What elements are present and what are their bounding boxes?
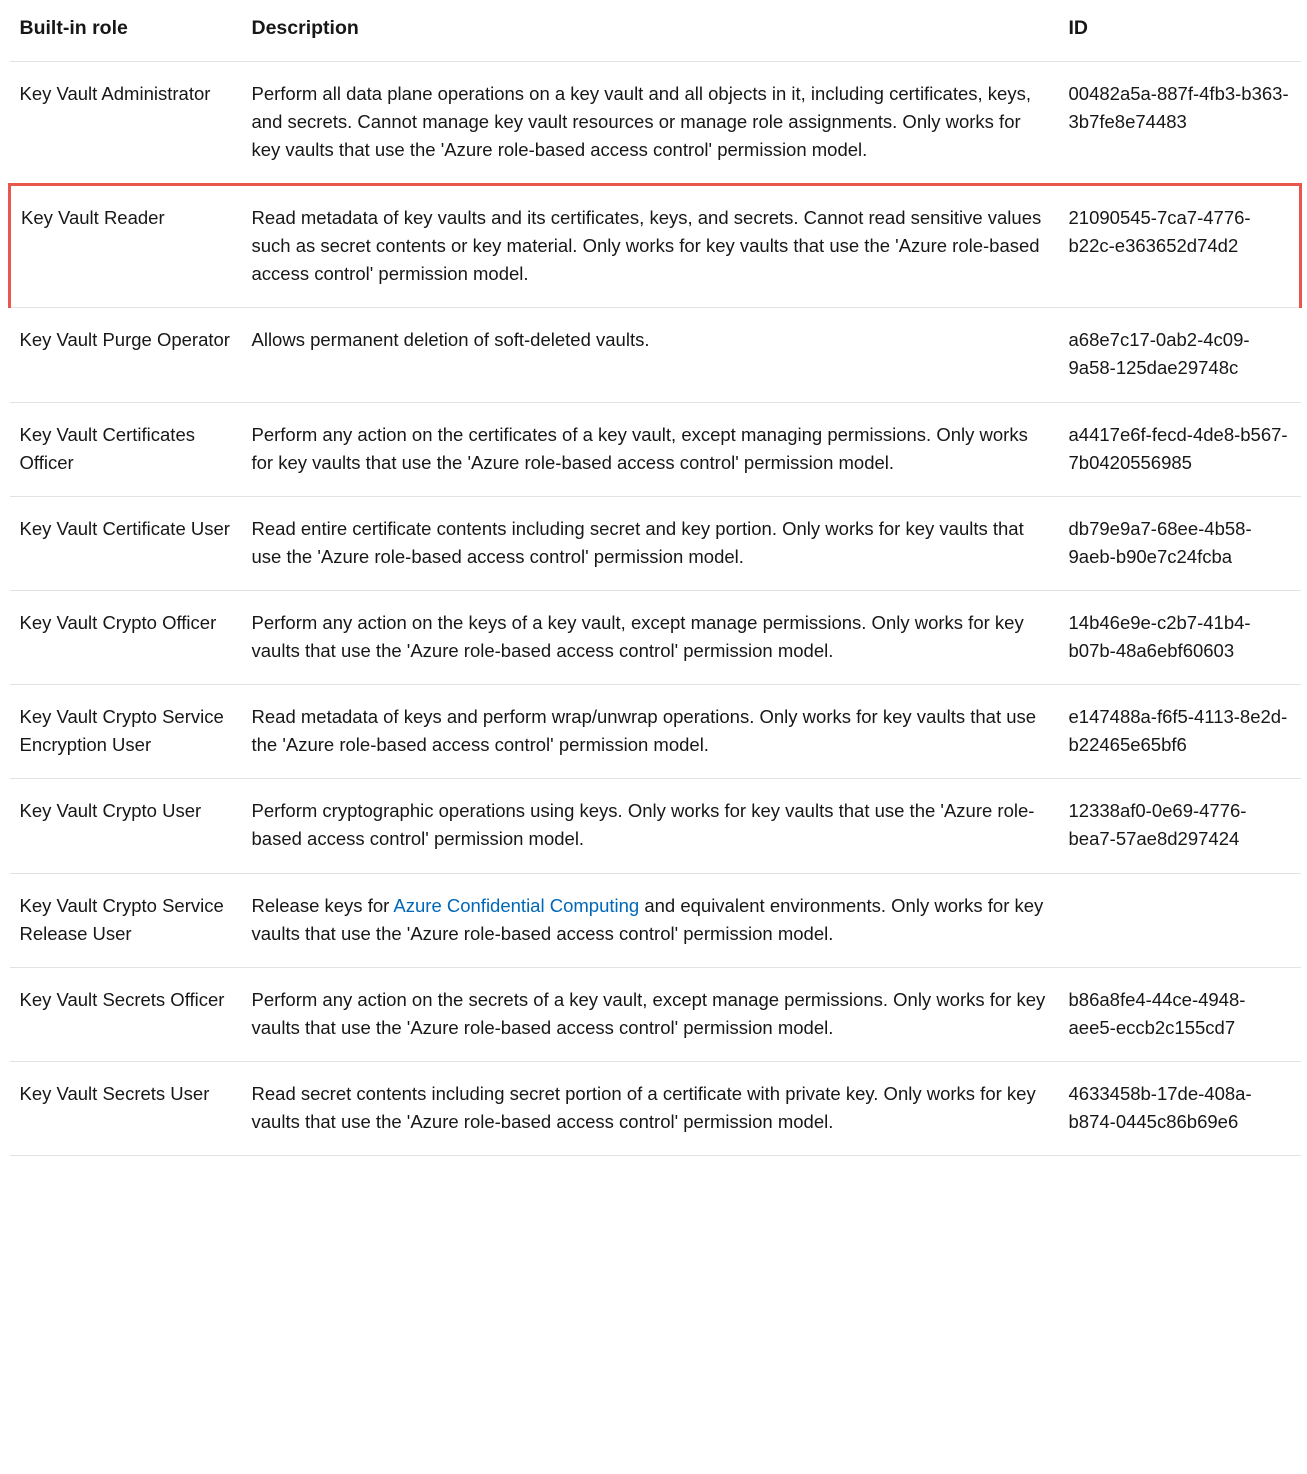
- role-id-cell: 4633458b-17de-408a-b874-0445c86b69e6: [1059, 1062, 1301, 1156]
- table-row: [10, 496, 1301, 590]
- role-name-cell: Key Vault Crypto Service Release User: [10, 873, 242, 967]
- role-description-cell: Perform any action on the keys of a key vault, except manage permissions. Only works for key vaults that use the 'Azure role-based access control' permission model.: [242, 590, 1059, 684]
- role-name-cell: Key Vault Purge Operator: [10, 308, 242, 402]
- role-id-cell: 00482a5a-887f-4fb3-b363-3b7fe8e74483: [1059, 61, 1301, 184]
- role-id-cell: e147488a-f6f5-4113-8e2d-b22465e65bf6: [1059, 685, 1301, 779]
- role-description-cell: Read entire certificate contents including secret and key portion. Only works for key vaults that use the 'Azure role-based access control' permission model.: [242, 496, 1059, 590]
- role-description-cell: Read metadata of key vaults and its certificates, keys, and secrets. Cannot read sensitive values such as secret contents or key material. Only works for key vaults that use the 'Azure role-based access control' permission model.: [242, 184, 1059, 307]
- role-name-cell: Key Vault Crypto Service Encryption User: [10, 685, 242, 779]
- table-header-row: [10, 0, 1301, 61]
- table-row: [10, 873, 1301, 967]
- role-description-cell: Perform any action on the secrets of a key vault, except manage permissions. Only works for key vaults that use the 'Azure role-based access control' permission model.: [242, 967, 1059, 1061]
- table-row: [10, 685, 1301, 779]
- role-id-cell: db79e9a7-68ee-4b58-9aeb-b90e7c24fcba: [1059, 496, 1301, 590]
- role-id-cell: a68e7c17-0ab2-4c09-9a58-125dae29748c: [1059, 308, 1301, 402]
- role-id-cell: a4417e6f-fecd-4de8-b567-7b0420556985: [1059, 402, 1301, 496]
- description-text-before-link: Release keys for: [251, 894, 394, 916]
- table-row: [10, 402, 1301, 496]
- role-name-cell: Key Vault Certificates Officer: [10, 402, 242, 496]
- role-id-cell: 21090545-7ca7-4776-b22c-e363652d74d2: [1059, 184, 1301, 307]
- table-header: [10, 0, 1301, 61]
- table-row: [10, 779, 1301, 873]
- role-description-cell: Allows permanent deletion of soft-deleted vaults.: [242, 308, 1059, 402]
- role-name-cell: Key Vault Administrator: [10, 61, 242, 184]
- role-name-cell: Key Vault Secrets User: [10, 1062, 242, 1156]
- role-id-cell: b86a8fe4-44ce-4948-aee5-eccb2c155cd7: [1059, 967, 1301, 1061]
- role-description-cell: Perform all data plane operations on a key vault and all objects in it, including certificates, keys, and secrets. Cannot manage key vault resources or manage role assignments. Only works for key vaults that use the 'Azure role-based access control' permission model.: [242, 61, 1059, 184]
- role-description-cell: Read secret contents including secret portion of a certificate with private key. Only works for key vaults that use the 'Azure role-based access control' permission model.: [242, 1062, 1059, 1156]
- table-row: [10, 61, 1301, 184]
- table-row: [10, 184, 1301, 307]
- role-id-cell: [1059, 873, 1301, 967]
- table-body: [10, 61, 1301, 1156]
- role-name-cell: Key Vault Crypto User: [10, 779, 242, 873]
- column-header-role: Built-in role: [10, 0, 242, 61]
- role-name-cell: Key Vault Crypto Officer: [10, 590, 242, 684]
- table-row: [10, 590, 1301, 684]
- role-description-cell: Perform any action on the certificates of a key vault, except managing permissions. Only works for key vaults that use the 'Azure role-based access control' permission model.: [242, 402, 1059, 496]
- azure-confidential-computing-link[interactable]: Azure Confidential Computing: [393, 894, 640, 916]
- builtin-roles-table: [8, 0, 1302, 1156]
- table-row: [10, 967, 1301, 1061]
- column-header-description: Description: [242, 0, 1059, 61]
- column-header-id: ID: [1059, 0, 1301, 61]
- role-description-cell: Perform cryptographic operations using keys. Only works for key vaults that use the 'Azure role-based access control' permission model.: [242, 779, 1059, 873]
- role-description-cell: Read metadata of keys and perform wrap/unwrap operations. Only works for key vaults that use the 'Azure role-based access control' permission model.: [242, 685, 1059, 779]
- role-name-cell: Key Vault Reader: [10, 184, 242, 307]
- role-id-cell: 14b46e9e-c2b7-41b4-b07b-48a6ebf60603: [1059, 590, 1301, 684]
- role-name-cell: Key Vault Certificate User: [10, 496, 242, 590]
- table-row: [10, 308, 1301, 402]
- role-description-cell: [242, 873, 1059, 967]
- table-row: [10, 1062, 1301, 1156]
- role-id-cell: 12338af0-0e69-4776-bea7-57ae8d297424: [1059, 779, 1301, 873]
- role-name-cell: Key Vault Secrets Officer: [10, 967, 242, 1061]
- description-text-after-link: and equivalent environments. Only works for key vaults that use the 'Azure role-based access control' permission model.: [251, 894, 1044, 944]
